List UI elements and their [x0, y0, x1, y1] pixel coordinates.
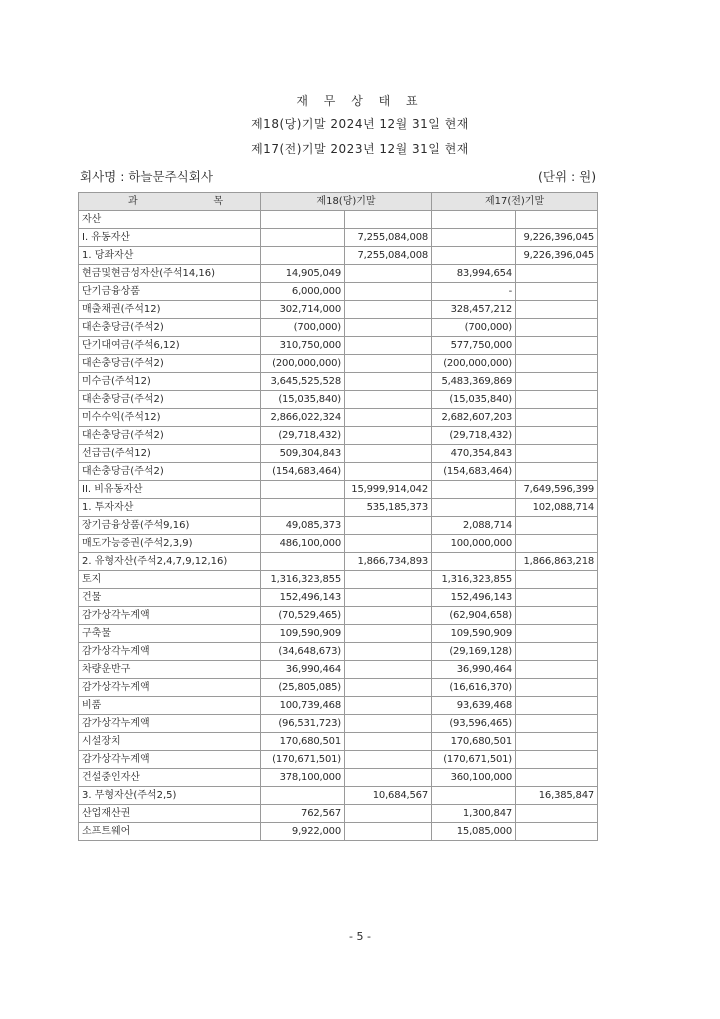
table-row	[79, 517, 598, 535]
current-detail-value	[261, 229, 345, 247]
current-detail-value: 100,739,468	[261, 697, 345, 715]
prior-total-value	[516, 517, 598, 535]
prior-detail-value: 1,316,323,855	[432, 571, 516, 589]
row-label: 선급금(주석12)	[79, 445, 261, 463]
current-total-value	[345, 391, 432, 409]
prior-detail-value	[432, 553, 516, 571]
current-total-value	[345, 805, 432, 823]
current-detail-value: 36,990,464	[261, 661, 345, 679]
current-detail-value: 152,496,143	[261, 589, 345, 607]
table-row	[79, 787, 598, 805]
current-total-value	[345, 427, 432, 445]
prior-total-value	[516, 301, 598, 319]
prior-detail-value: 109,590,909	[432, 625, 516, 643]
prior-total-value: 16,385,847	[516, 787, 598, 805]
current-detail-value: 14,905,049	[261, 265, 345, 283]
current-total-value	[345, 463, 432, 481]
table-row	[79, 391, 598, 409]
prior-detail-value: 15,085,000	[432, 823, 516, 841]
table-row	[79, 355, 598, 373]
current-total-value	[345, 679, 432, 697]
prior-total-value	[516, 607, 598, 625]
unit-label: (단위 : 원)	[538, 169, 597, 184]
prior-detail-value: 152,496,143	[432, 589, 516, 607]
row-label: 미수금(주석12)	[79, 373, 261, 391]
header-item-a: 과	[128, 196, 138, 207]
table-row	[79, 607, 598, 625]
table-row	[79, 751, 598, 769]
current-detail-value: (170,671,501)	[261, 751, 345, 769]
prior-detail-value: 83,994,654	[432, 265, 516, 283]
prior-total-value	[516, 445, 598, 463]
prior-detail-value: 470,354,843	[432, 445, 516, 463]
row-label: 3. 무형자산(주석2,5)	[79, 787, 261, 805]
current-total-value	[345, 823, 432, 841]
header-item	[79, 193, 261, 211]
table-row	[79, 211, 598, 229]
prior-total-value	[516, 589, 598, 607]
prior-total-value	[516, 571, 598, 589]
prior-detail-value	[432, 499, 516, 517]
row-label: 감가상각누계액	[79, 607, 261, 625]
current-total-value	[345, 319, 432, 337]
prior-detail-value: 2,682,607,203	[432, 409, 516, 427]
current-total-value: 7,255,084,008	[345, 247, 432, 265]
table-header-row	[79, 193, 598, 211]
prior-total-value	[516, 661, 598, 679]
header-item-b: 목	[213, 196, 223, 207]
prior-detail-value: 2,088,714	[432, 517, 516, 535]
table-row	[79, 373, 598, 391]
row-label: 매도가능증권(주석2,3,9)	[79, 535, 261, 553]
current-detail-value: (700,000)	[261, 319, 345, 337]
table-row	[79, 589, 598, 607]
row-label: 대손충당금(주석2)	[79, 427, 261, 445]
row-label: 구축물	[79, 625, 261, 643]
table-row	[79, 823, 598, 841]
prior-total-value	[516, 625, 598, 643]
table-row	[79, 697, 598, 715]
current-total-value	[345, 697, 432, 715]
current-total-value: 535,185,373	[345, 499, 432, 517]
prior-detail-value: (62,904,658)	[432, 607, 516, 625]
row-label: 매출채권(주석12)	[79, 301, 261, 319]
table-row	[79, 229, 598, 247]
row-label: 대손충당금(주석2)	[79, 391, 261, 409]
table-row	[79, 301, 598, 319]
current-detail-value: 486,100,000	[261, 535, 345, 553]
current-total-value	[345, 211, 432, 229]
row-label: 1. 투자자산	[79, 499, 261, 517]
current-total-value	[345, 643, 432, 661]
table-row	[79, 319, 598, 337]
current-detail-value	[261, 787, 345, 805]
prior-total-value	[516, 751, 598, 769]
row-label: 건설중인자산	[79, 769, 261, 787]
table-row	[79, 553, 598, 571]
row-label: II. 비유동자산	[79, 481, 261, 499]
current-detail-value: (15,035,840)	[261, 391, 345, 409]
prior-total-value	[516, 211, 598, 229]
prior-detail-value: (29,718,432)	[432, 427, 516, 445]
table-row	[79, 679, 598, 697]
prior-detail-value: (15,035,840)	[432, 391, 516, 409]
current-detail-value	[261, 499, 345, 517]
prior-detail-value: (29,169,128)	[432, 643, 516, 661]
current-detail-value: 3,645,525,528	[261, 373, 345, 391]
prior-total-value	[516, 643, 598, 661]
statement-title: 재 무 상 태 표	[296, 94, 424, 108]
header-prior-period: 제17(전)기말	[432, 193, 598, 211]
current-detail-value: 109,590,909	[261, 625, 345, 643]
prior-total-value	[516, 391, 598, 409]
row-label: 장기금융상품(주석9,16)	[79, 517, 261, 535]
row-label: 자산	[79, 211, 261, 229]
current-detail-value: (25,805,085)	[261, 679, 345, 697]
table-row	[79, 445, 598, 463]
current-total-value	[345, 751, 432, 769]
current-total-value	[345, 589, 432, 607]
table-row	[79, 643, 598, 661]
prior-total-value	[516, 463, 598, 481]
current-detail-value: 378,100,000	[261, 769, 345, 787]
current-total-value	[345, 715, 432, 733]
current-total-value	[345, 535, 432, 553]
current-total-value	[345, 517, 432, 535]
table-row	[79, 427, 598, 445]
current-detail-value: (34,648,673)	[261, 643, 345, 661]
current-total-value: 10,684,567	[345, 787, 432, 805]
row-label: 차량운반구	[79, 661, 261, 679]
prior-detail-value: 360,100,000	[432, 769, 516, 787]
prior-detail-value: (200,000,000)	[432, 355, 516, 373]
current-detail-value: 762,567	[261, 805, 345, 823]
table-row	[79, 409, 598, 427]
prior-detail-value: (170,671,501)	[432, 751, 516, 769]
current-detail-value: 310,750,000	[261, 337, 345, 355]
current-detail-value: (200,000,000)	[261, 355, 345, 373]
current-detail-value: 9,922,000	[261, 823, 345, 841]
prior-total-value	[516, 769, 598, 787]
current-total-value	[345, 283, 432, 301]
row-label: 대손충당금(주석2)	[79, 319, 261, 337]
prior-total-value	[516, 427, 598, 445]
company-name: 회사명 : 하늘문주식회사	[80, 169, 213, 184]
row-label: 1. 당좌자산	[79, 247, 261, 265]
table-row	[79, 733, 598, 751]
current-detail-value: 170,680,501	[261, 733, 345, 751]
prior-total-value	[516, 733, 598, 751]
current-total-value	[345, 265, 432, 283]
current-total-value	[345, 373, 432, 391]
row-label: 비품	[79, 697, 261, 715]
prior-detail-value: 36,990,464	[432, 661, 516, 679]
row-label: 대손충당금(주석2)	[79, 463, 261, 481]
prior-detail-value: 170,680,501	[432, 733, 516, 751]
prior-detail-value	[432, 247, 516, 265]
current-total-value	[345, 571, 432, 589]
current-total-value	[345, 733, 432, 751]
prior-total-value: 9,226,396,045	[516, 229, 598, 247]
current-detail-value	[261, 247, 345, 265]
prior-detail-value: 100,000,000	[432, 535, 516, 553]
current-total-value: 7,255,084,008	[345, 229, 432, 247]
table-row	[79, 571, 598, 589]
row-label: 감가상각누계액	[79, 715, 261, 733]
table-row	[79, 769, 598, 787]
row-label: 감가상각누계액	[79, 643, 261, 661]
current-total-value	[345, 337, 432, 355]
row-label: 대손충당금(주석2)	[79, 355, 261, 373]
page-number: - 5 -	[349, 930, 371, 943]
row-label: 건물	[79, 589, 261, 607]
prior-detail-value	[432, 211, 516, 229]
prior-detail-value: (154,683,464)	[432, 463, 516, 481]
current-total-value	[345, 625, 432, 643]
prior-total-value	[516, 337, 598, 355]
prior-total-value	[516, 805, 598, 823]
current-detail-value: (70,529,465)	[261, 607, 345, 625]
table-row	[79, 661, 598, 679]
table-row	[79, 805, 598, 823]
prior-total-value: 102,088,714	[516, 499, 598, 517]
prior-total-value: 1,866,863,218	[516, 553, 598, 571]
row-label: 단기금융상품	[79, 283, 261, 301]
balance-sheet-table	[78, 192, 598, 841]
prior-total-value: 7,649,596,399	[516, 481, 598, 499]
table-row	[79, 247, 598, 265]
row-label: 미수수익(주석12)	[79, 409, 261, 427]
row-label: 산업재산권	[79, 805, 261, 823]
prior-total-value: 9,226,396,045	[516, 247, 598, 265]
table-body	[79, 211, 598, 841]
prior-detail-value: (93,596,465)	[432, 715, 516, 733]
prior-detail-value: 577,750,000	[432, 337, 516, 355]
prior-total-value	[516, 283, 598, 301]
prior-total-value	[516, 679, 598, 697]
prior-total-value	[516, 697, 598, 715]
table-row	[79, 499, 598, 517]
current-detail-value: 302,714,000	[261, 301, 345, 319]
current-detail-value: (154,683,464)	[261, 463, 345, 481]
current-total-value	[345, 445, 432, 463]
prior-detail-value: (700,000)	[432, 319, 516, 337]
prior-detail-value: (16,616,370)	[432, 679, 516, 697]
current-total-value	[345, 769, 432, 787]
row-label: 감가상각누계액	[79, 679, 261, 697]
current-total-value	[345, 301, 432, 319]
prior-total-value	[516, 715, 598, 733]
row-label: 2. 유형자산(주석2,4,7,9,12,16)	[79, 553, 261, 571]
current-total-value: 1,866,734,893	[345, 553, 432, 571]
table-row	[79, 535, 598, 553]
current-total-value	[345, 409, 432, 427]
current-detail-value: 6,000,000	[261, 283, 345, 301]
current-total-value	[345, 661, 432, 679]
prior-total-value	[516, 355, 598, 373]
prior-total-value	[516, 265, 598, 283]
prior-detail-value	[432, 229, 516, 247]
current-detail-value	[261, 211, 345, 229]
current-detail-value: (96,531,723)	[261, 715, 345, 733]
table-row	[79, 265, 598, 283]
current-total-value	[345, 355, 432, 373]
current-detail-value: 49,085,373	[261, 517, 345, 535]
table-row	[79, 715, 598, 733]
row-label: 소프트웨어	[79, 823, 261, 841]
prior-detail-value: -	[432, 283, 516, 301]
current-detail-value: 2,866,022,324	[261, 409, 345, 427]
row-label: 시설장치	[79, 733, 261, 751]
header-current-period: 제18(당)기말	[261, 193, 432, 211]
prior-detail-value	[432, 787, 516, 805]
current-detail-value: 509,304,843	[261, 445, 345, 463]
current-total-value: 15,999,914,042	[345, 481, 432, 499]
prior-total-value	[516, 373, 598, 391]
period-current: 제18(당)기말 2024년 12월 31일 현재	[251, 117, 469, 131]
period-prior: 제17(전)기말 2023년 12월 31일 현재	[251, 142, 469, 156]
current-detail-value	[261, 481, 345, 499]
prior-total-value	[516, 823, 598, 841]
prior-total-value	[516, 535, 598, 553]
prior-detail-value	[432, 481, 516, 499]
row-label: 단기대여금(주석6,12)	[79, 337, 261, 355]
prior-detail-value: 328,457,212	[432, 301, 516, 319]
current-detail-value: 1,316,323,855	[261, 571, 345, 589]
current-total-value	[345, 607, 432, 625]
row-label: 토지	[79, 571, 261, 589]
prior-detail-value: 5,483,369,869	[432, 373, 516, 391]
prior-total-value	[516, 409, 598, 427]
current-detail-value	[261, 553, 345, 571]
table-row	[79, 463, 598, 481]
table-row	[79, 481, 598, 499]
prior-detail-value: 93,639,468	[432, 697, 516, 715]
row-label: 감가상각누계액	[79, 751, 261, 769]
row-label: 현금및현금성자산(주석14,16)	[79, 265, 261, 283]
table-row	[79, 625, 598, 643]
current-detail-value: (29,718,432)	[261, 427, 345, 445]
table-row	[79, 337, 598, 355]
prior-detail-value: 1,300,847	[432, 805, 516, 823]
row-label: I. 유동자산	[79, 229, 261, 247]
prior-total-value	[516, 319, 598, 337]
table-row	[79, 283, 598, 301]
